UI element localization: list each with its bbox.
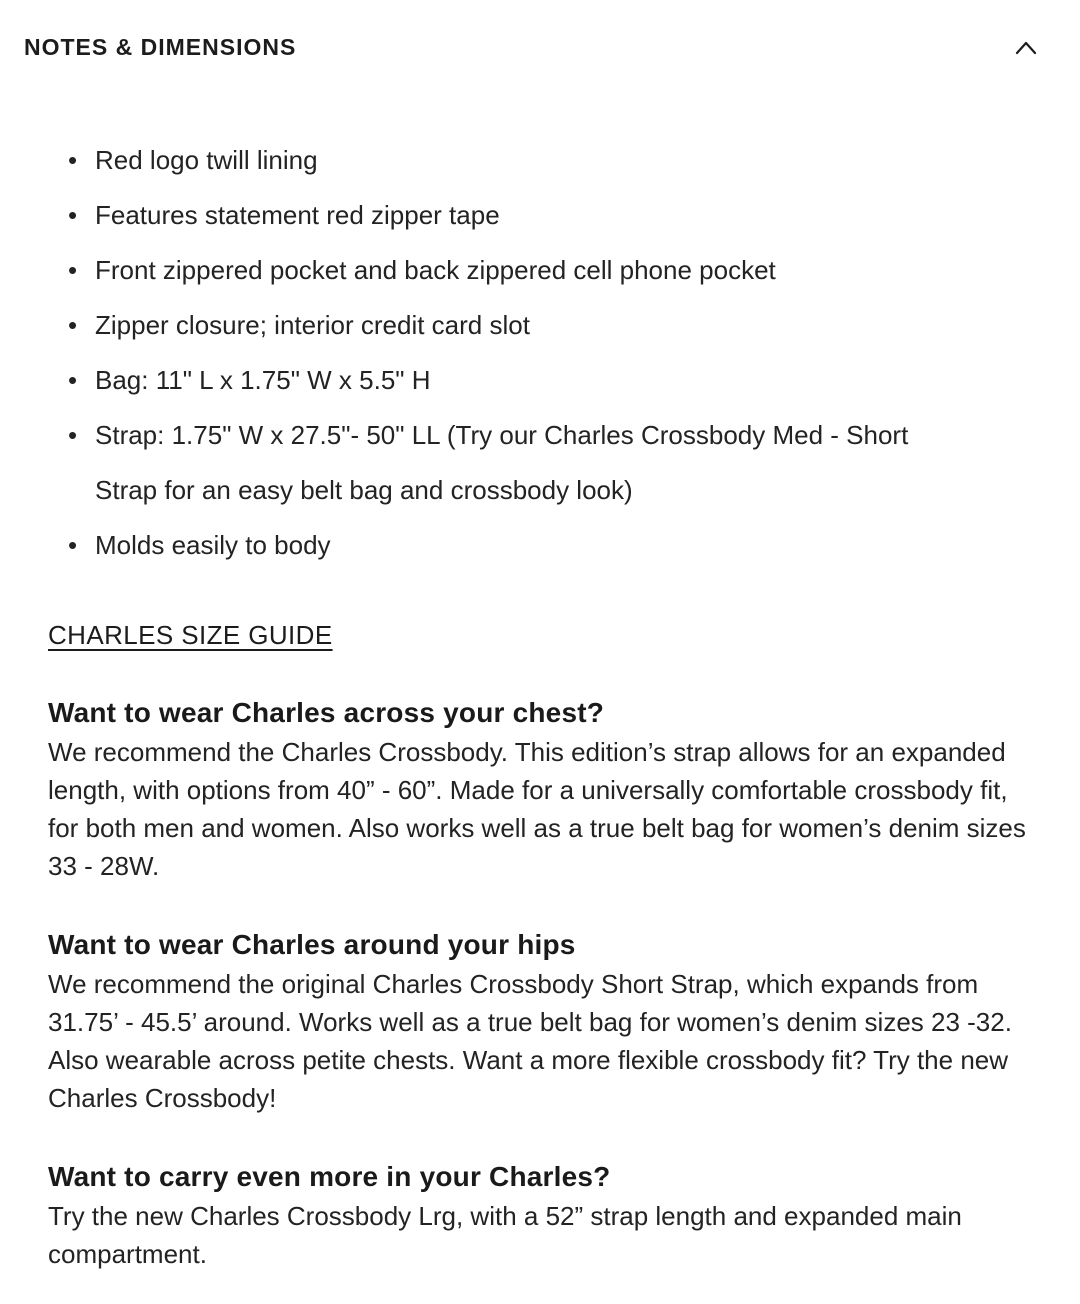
note-bullet-item: • Zipper closure; interior credit card slot: [48, 298, 953, 353]
note-bullet-item: • Bag: 11" L x 1.75" W x 5.5" H: [48, 353, 953, 408]
charles-size-guide-link[interactable]: CHARLES SIZE GUIDE: [48, 620, 333, 650]
accordion-content: [0, 61, 1080, 1273]
note-bullet-item: • Molds easily to body: [48, 518, 953, 573]
section-heading: Want to carry even more in your Charles?: [48, 1161, 611, 1192]
note-bullet-item: • Front zippered pocket and back zippered cell phone pocket: [48, 243, 953, 298]
section-body: We recommend the Charles Crossbody. This edition’s strap allows for an expanded length, with options from 40” - 60”. Made for a universally comfortable crossbody fit, for both men and women. Also works well as a true belt bag for women’s denim sizes 33 - 28W.: [48, 737, 1026, 881]
notes-bullet-list: [48, 133, 953, 573]
size-guide-section-carry-more: [48, 1157, 1032, 1273]
note-bullet-item: • Strap: 1.75" W x 27.5"- 50" LL (Try our Charles Crossbody Med - Short Strap for an easy belt bag and crossbody look): [48, 408, 953, 518]
section-heading: Want to wear Charles around your hips: [48, 929, 576, 960]
size-guide-section-hips: [48, 925, 1032, 1117]
size-guide-section-chest: [48, 693, 1032, 885]
note-bullet-item: • Red logo twill lining: [48, 133, 953, 188]
chevron-up-icon[interactable]: [1014, 40, 1038, 56]
accordion-title: NOTES & DIMENSIONS: [24, 34, 297, 60]
note-bullet-item: • Features statement red zipper tape: [48, 188, 953, 243]
notes-dimensions-accordion-header[interactable]: [0, 0, 1080, 61]
section-body: We recommend the original Charles Crossbody Short Strap, which expands from 31.75’ - 45.5’ around. Works well as a true belt bag for women’s denim sizes 23 -32. Also wearable across petite chests. Want a more flexible crossbody fit? Try the new Charles Crossbody!: [48, 969, 1012, 1113]
section-body: Try the new Charles Crossbody Lrg, with a 52” strap length and expanded main compartment.: [48, 1201, 962, 1269]
section-heading: Want to wear Charles across your chest?: [48, 697, 605, 728]
